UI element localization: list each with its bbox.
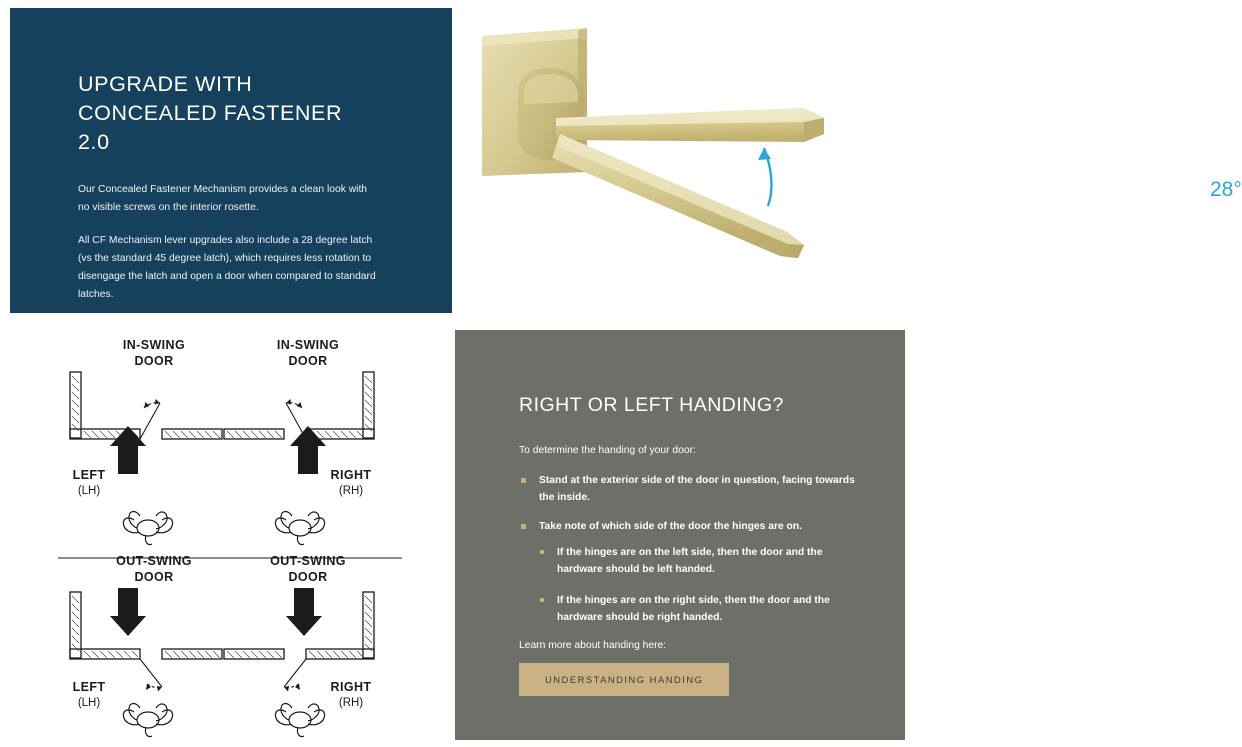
left-hand-icon-in-swing bbox=[123, 512, 172, 545]
in-swing-right-hand-label: RIGHT bbox=[330, 468, 372, 482]
out-swing-right-hand-abbrev: (RH) bbox=[338, 697, 364, 709]
in-swing-right-hand-abbrev: (RH) bbox=[338, 485, 364, 497]
concealed-fastener-paragraph-2: All CF Mechanism lever upgrades also include a 28 degree latch (vs the standard 45 degree latch), which requires less rotation to disengage the latch and open a door when compared to standard latches. bbox=[78, 235, 376, 300]
in-swing-left-hand-label: LEFT bbox=[72, 468, 106, 482]
lever-handle-upper bbox=[556, 108, 824, 142]
right-hand-icon-in-swing bbox=[275, 512, 324, 545]
out-swing-right-door-swing bbox=[284, 659, 306, 692]
handing-steps-list bbox=[519, 473, 859, 626]
learn-more-text: Learn more about handing here: bbox=[519, 640, 667, 652]
out-swing-left-hand-label: LEFT bbox=[72, 680, 106, 694]
handing-info-panel bbox=[455, 330, 905, 740]
handing-diagram bbox=[10, 330, 420, 740]
bullet-square-icon bbox=[540, 598, 544, 602]
handing-substep-item bbox=[539, 593, 859, 626]
understanding-handing-button[interactable]: UNDERSTANDING HANDING bbox=[519, 663, 729, 696]
lever-illustration bbox=[452, 0, 905, 322]
out-swing-right-hand-label: RIGHT bbox=[330, 680, 372, 694]
bullet-square-icon bbox=[521, 524, 526, 529]
handing-substep-text: If the hinges are on the right side, then the door and the hardware should be right handed. bbox=[557, 594, 830, 623]
in-swing-left-door-label bbox=[94, 338, 214, 369]
concealed-fastener-title: UPGRADE WITH CONCEALED FASTENER 2.0 bbox=[78, 72, 343, 155]
out-swing-right-door-label-line1: OUT-SWING bbox=[270, 554, 346, 568]
out-swing-left-hand-abbrev: (LH) bbox=[77, 697, 101, 709]
out-swing-right-door-label-line2: DOOR bbox=[288, 569, 328, 584]
in-swing-left-hand-abbrev: (LH) bbox=[77, 485, 101, 497]
out-swing-left-door-swing bbox=[140, 659, 162, 692]
in-swing-right-door-label bbox=[248, 338, 368, 369]
out-swing-left-door-label-line2: DOOR bbox=[134, 569, 174, 584]
out-swing-left-direction-arrow bbox=[110, 588, 146, 636]
rotation-arrow-head bbox=[758, 148, 771, 160]
handing-substeps-list bbox=[539, 545, 859, 626]
in-swing-left-door-label-line1: IN-SWING bbox=[122, 338, 186, 352]
concealed-fastener-paragraph-1: Our Concealed Fastener Mechanism provides a clean look with no visible screws on the interior rosette. bbox=[78, 184, 368, 213]
handing-step-item bbox=[519, 519, 859, 626]
in-swing-right-direction-arrow bbox=[290, 426, 326, 474]
in-swing-left-door-label-line2: DOOR bbox=[134, 353, 174, 368]
out-swing-left-door-label-line1: OUT-SWING bbox=[116, 554, 192, 568]
handing-panel-title: RIGHT OR LEFT HANDING? bbox=[519, 394, 784, 416]
concealed-fastener-panel bbox=[10, 8, 452, 313]
handing-step-text: Stand at the exterior side of the door in question, facing towards the inside. bbox=[539, 475, 855, 504]
handing-diagram-svg bbox=[10, 330, 420, 740]
handing-substep-item bbox=[539, 545, 859, 578]
bullet-square-icon bbox=[521, 478, 526, 483]
in-swing-left-door-swing bbox=[140, 399, 160, 439]
in-swing-right-door-label-line2: DOOR bbox=[288, 353, 328, 368]
in-swing-right-door-label-line1: IN-SWING bbox=[276, 338, 340, 352]
handing-panel-lead: To determine the handing of your door: bbox=[519, 445, 696, 456]
out-swing-right-door-label bbox=[238, 554, 378, 585]
lever-angle-label: 28° bbox=[1210, 178, 1242, 201]
out-swing-left-door-label bbox=[84, 554, 224, 585]
handing-substep-text: If the hinges are on the left side, then the door and the hardware should be left handed. bbox=[557, 547, 823, 576]
lever-product-image bbox=[452, 0, 1242, 322]
handing-step-item bbox=[519, 473, 859, 506]
out-swing-right-direction-arrow bbox=[286, 588, 322, 636]
bullet-square-icon bbox=[540, 550, 544, 554]
out-swing-left-jambs bbox=[70, 592, 222, 659]
handing-step-text: Take note of which side of the door the hinges are on. bbox=[539, 520, 802, 532]
left-hand-icon-out-swing bbox=[123, 704, 172, 737]
